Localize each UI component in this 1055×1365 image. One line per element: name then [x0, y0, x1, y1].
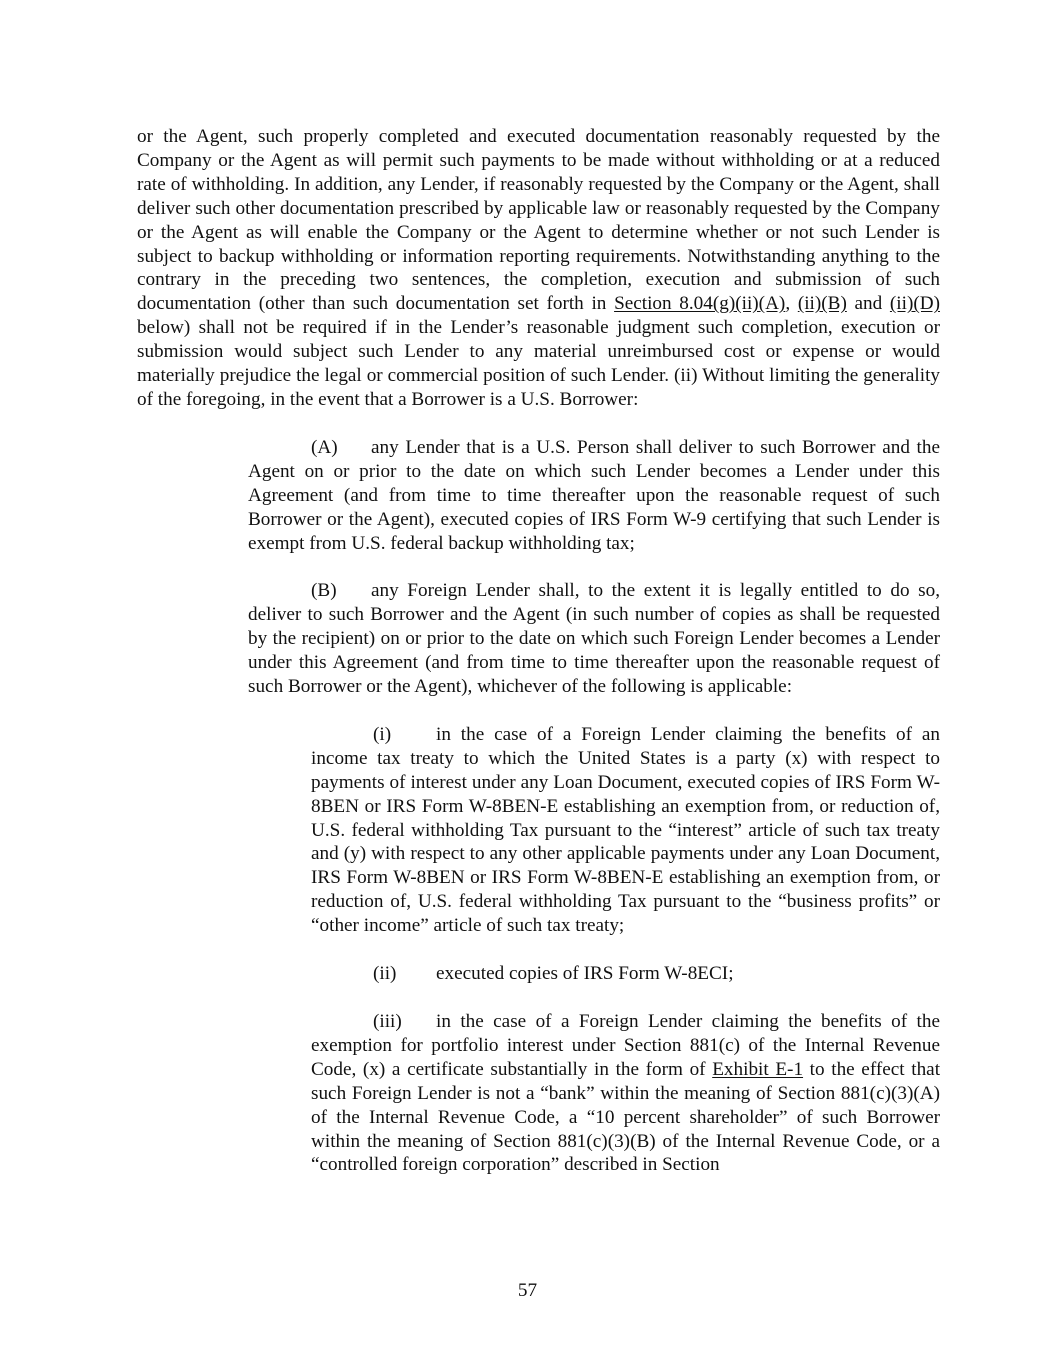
section-reference-link: Section 8.04(g)(ii)(A): [614, 293, 786, 315]
subclause-iii: (iii) in the case of a Foreign Lender claiming the benefits of the exemption for portfolio interest under Section 881(c) of the Internal Revenue Code, (x) a certificate substantially in the form of Exhibit E-1 to the effect that such Foreign Lender is not a “bank” within the meaning of Section 881(c)(3)(A) of the Internal Revenue Code, a “10 percent shareholder” of such Borrower within the meaning of Section 881(c)(3)(B) of the Internal Revenue Code, or a “controlled foreign corporation” described in Section: [311, 1011, 941, 1176]
clause-b: [248, 579, 940, 699]
document-page: [137, 125, 940, 1197]
section-reference-link: (ii)(B): [797, 293, 847, 315]
exhibit-reference-link: Exhibit E-1: [712, 1058, 804, 1080]
subclause-ii: [311, 962, 940, 986]
subclause-label: (iii): [373, 1011, 402, 1032]
subclause-label: (ii): [373, 963, 397, 985]
clause-text: any Lender that is a U.S. Person shall deliver to such Borrower and the Agent on or prior to the date on which such Lender becomes a Lender under this Agreement (and from time to time thereafter upon the reasonable request of such Borrower or the Agent), executed copies of IRS Form W-9 certifying that such Lender is exempt from U.S. federal backup withholding tax;: [248, 436, 940, 554]
page-number: 57: [517, 1280, 538, 1301]
clause-a: [248, 436, 940, 556]
intro-paragraph: or the Agent, such properly completed and executed documentation reasonably requested by the Company or the Agent as will permit such payments to be made without withholding or at a reduced rate of withholding. In addition, any Lender, if reasonably requested by the Company or the Agent, shall deliver such other documentation prescribed by applicable law or reasonably requested by the Company or the Agent as will enable the Company or the Agent to determine whether or not such Lender is subject to backup withholding or information reporting requirements. Notwithstanding anything to the contrary in the preceding two sentences, the completion, execution and submission of such documentation (other than such documentation set forth in Section 8.04(g)(ii)(A), (ii)(B) and (ii)(D) below) shall not be required if in the Lender’s reasonable judgment such completion, execution or submission would subject such Lender to any material unreimbursed cost or expense or would materially prejudice the legal or commercial position of such Lender. (ii) Without limiting the generality of the foregoing, in the event that a Borrower is a U.S. Borrower:: [137, 126, 940, 410]
subclause-text: in the case of a Foreign Lender claiming the benefits of an income tax treaty to which the United States is a party (x) with respect to payments of interest under any Loan Document, executed copies of IRS Form W-8BEN or IRS Form W-8BEN-E establishing an exemption from, or reduction of, U.S. federal withholding Tax pursuant to the “interest” article of such tax treaty and (y) with respect to any other applicable payments under any Loan Document, IRS Form W-8BEN or IRS Form W-8BEN-E establishing an exemption from, or reduction of, U.S. federal withholding Tax pursuant to the “business profits” or “other income” article of such tax treaty;: [311, 723, 940, 937]
clause-label: (A): [311, 436, 338, 458]
subclause-i: [311, 723, 940, 938]
section-reference-link: (ii)(D): [889, 293, 940, 315]
clause-text: any Foreign Lender shall, to the extent it is legally entitled to do so, deliver to such Borrower and the Agent (in such number of copies as shall be requested by the recipient) on or prior to the date on which such Foreign Lender becomes a Lender under this Agreement (and from time to time thereafter upon the reasonable request of such Borrower or the Agent), whichever of the following is applicable:: [248, 580, 940, 698]
subclause-text: executed copies of IRS Form W-8ECI;: [436, 963, 734, 985]
subclause-label: (i): [373, 723, 392, 745]
clause-label: (B): [311, 580, 337, 602]
